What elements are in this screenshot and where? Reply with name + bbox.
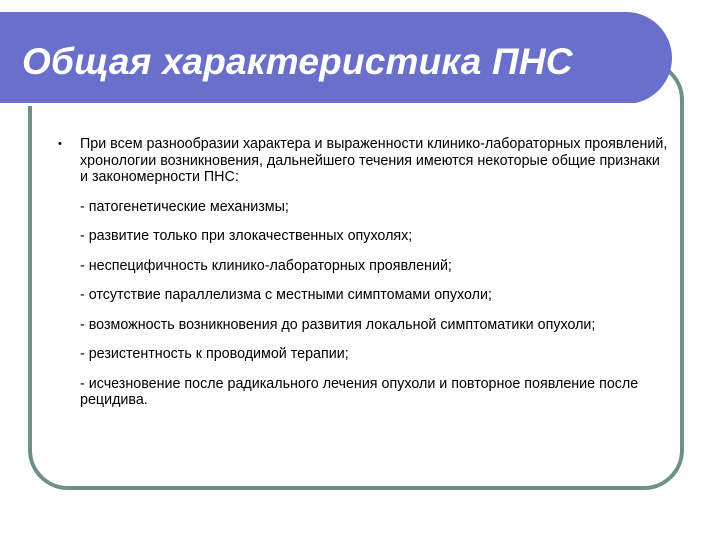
list-item: - развитие только при злокачественных опухолях; bbox=[80, 228, 413, 244]
title-underline bbox=[0, 103, 636, 106]
bullet-icon: • bbox=[58, 138, 62, 150]
slide-body bbox=[58, 136, 668, 422]
characteristics-list bbox=[80, 199, 668, 409]
list-item: - отсутствие параллелизма с местными симптомами опухоли; bbox=[80, 287, 492, 303]
list-item: - неспецифичность клинико-лабораторных проявлений; bbox=[80, 257, 452, 274]
list-item: - патогенетические механизмы; bbox=[80, 198, 289, 215]
list-item: - исчезновение после радикального лечения опухоли и повторное появление после рецидива. bbox=[80, 375, 639, 408]
title-banner bbox=[0, 12, 672, 104]
slide-title: Общая характеристика ПНС bbox=[22, 41, 573, 82]
bullet-item bbox=[58, 136, 668, 409]
list-item: - резистентность к проводимой терапии; bbox=[80, 346, 349, 362]
intro-text: При всем разнообразии характера и выраженности клинико-лабораторных проявлений, хронологии возникновения, дальнейшего течения имеются некоторые общие признаки и закономерности ПНС: bbox=[80, 136, 668, 185]
list-item: - возможность возникновения до развития локальной симптоматики опухоли; bbox=[80, 316, 596, 333]
